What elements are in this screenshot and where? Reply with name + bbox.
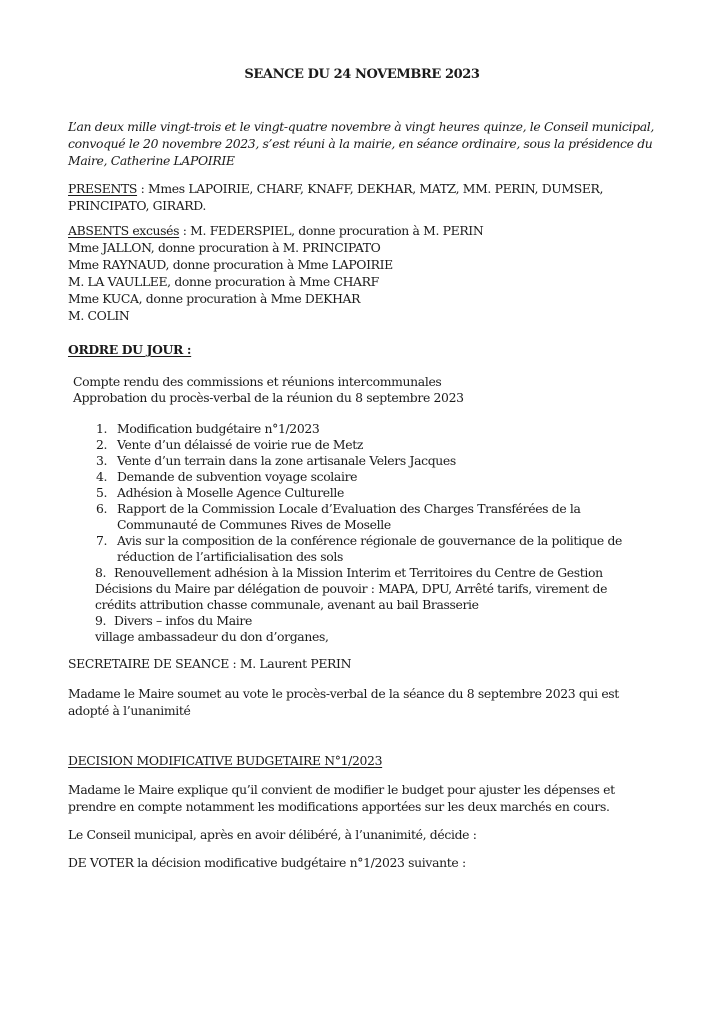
absents-line xyxy=(68,222,483,239)
agenda-after-item-9: village ambassadeur du don d’organes, xyxy=(95,629,329,644)
agenda-item-text: Rapport de la Commission Locale d’Evaluation des Charges Transférées de la xyxy=(117,501,581,516)
absents-label: ABSENTS excusés xyxy=(68,223,180,238)
intro-line: L’an deux mille vingt-trois et le vingt-quatre novembre à vingt heures quinze, le Conseil municipal, xyxy=(68,119,654,134)
page-title: SEANCE DU 24 NOVEMBRE 2023 xyxy=(244,67,480,82)
agenda-item-text: Adhésion à Moselle Agence Culturelle xyxy=(117,485,344,500)
approval-line: Madame le Maire soumet au vote le procès-verbal de la séance du 8 septembre 2023 qui est xyxy=(68,686,619,701)
agenda-item-text: Demande de subvention voyage scolaire xyxy=(117,469,358,484)
agenda-decisions-line: Décisions du Maire par délégation de pouvoir : MAPA, DPU, Arrêté tarifs, virement de xyxy=(95,581,608,596)
absent-entry: M. COLIN xyxy=(68,308,130,323)
absent-entry: Mme JALLON, donne procuration à M. PRINCIPATO xyxy=(68,240,381,255)
presents-label: PRESENTS xyxy=(68,181,138,196)
agenda-item-number: 1. xyxy=(96,421,108,436)
agenda-item-text: Vente d’un terrain dans la zone artisanale Velers Jacques xyxy=(117,453,456,468)
agenda-item-text: réduction de l’artificialisation des sols xyxy=(117,549,343,564)
budget-explain-line: Madame le Maire explique qu’il convient de modifier le budget pour ajuster les dépenses et xyxy=(68,782,615,797)
agenda-item-number: 9. xyxy=(95,613,107,628)
intro-line: convoqué le 20 novembre 2023, s’est réuni à la mairie, en séance ordinaire, sous la présidence du xyxy=(68,136,653,151)
agenda-decisions-line: crédits attribution chasse communale, avenant au bail Brasserie xyxy=(95,597,479,612)
agenda-item-number: 7. xyxy=(96,533,108,548)
absent-entry: Mme RAYNAUD, donne procuration à Mme LAPOIRIE xyxy=(68,257,393,272)
agenda-item-number: 4. xyxy=(96,469,108,484)
agenda-preamble: Compte rendu des commissions et réunions intercommunales xyxy=(73,374,442,389)
council-decision-line: Le Conseil municipal, après en avoir délibéré, à l’unanimité, décide : xyxy=(68,827,477,842)
agenda-item-number: 2. xyxy=(96,437,108,452)
budget-decision-heading: DECISION MODIFICATIVE BUDGETAIRE N°1/2023 xyxy=(68,753,383,768)
agenda-item-number: 3. xyxy=(96,453,108,468)
agenda-item-number: 6. xyxy=(96,501,108,516)
presents-line: PRINCIPATO, GIRARD. xyxy=(68,198,207,213)
budget-explain-line: prendre en compte notamment les modifications apportées sur les deux marchés en cours. xyxy=(68,799,610,814)
approval-line: adopté à l’unanimité xyxy=(68,703,191,718)
agenda-item-text: Communauté de Communes Rives de Moselle xyxy=(117,517,391,532)
presents-names: : Mmes LAPOIRIE, CHARF, KNAFF, DEKHAR, MATZ, MM. PERIN, DUMSER, xyxy=(137,181,604,196)
absent-entry: : M. FEDERSPIEL, donne procuration à M. PERIN xyxy=(179,223,484,238)
absent-entry: M. LA VAULLEE, donne procuration à Mme CHARF xyxy=(68,274,379,289)
agenda-item-text: Modification budgétaire n°1/2023 xyxy=(117,421,320,436)
agenda-item-number: 5. xyxy=(96,485,108,500)
intro-line: Maire, Catherine LAPOIRIE xyxy=(68,153,235,168)
agenda-item-text: Renouvellement adhésion à la Mission Interim et Territoires du Centre de Gestion xyxy=(114,565,603,580)
agenda-item-text: Divers – infos du Maire xyxy=(114,613,252,628)
agenda-item-number: 8. xyxy=(95,565,107,580)
agenda-preamble: Approbation du procès-verbal de la réunion du 8 septembre 2023 xyxy=(73,390,464,405)
agenda-item-text: Avis sur la composition de la conférence régionale de gouvernance de la politique de xyxy=(117,533,623,548)
secretary-line: SECRETAIRE DE SEANCE : M. Laurent PERIN xyxy=(68,656,352,671)
vote-line: DE VOTER la décision modificative budgétaire n°1/2023 suivante : xyxy=(68,855,466,870)
agenda-heading: ORDRE DU JOUR : xyxy=(68,342,192,357)
absent-entry: Mme KUCA, donne procuration à Mme DEKHAR xyxy=(68,291,361,306)
agenda-item-text: Vente d’un délaissé de voirie rue de Metz xyxy=(117,437,364,452)
presents-line xyxy=(68,180,603,197)
